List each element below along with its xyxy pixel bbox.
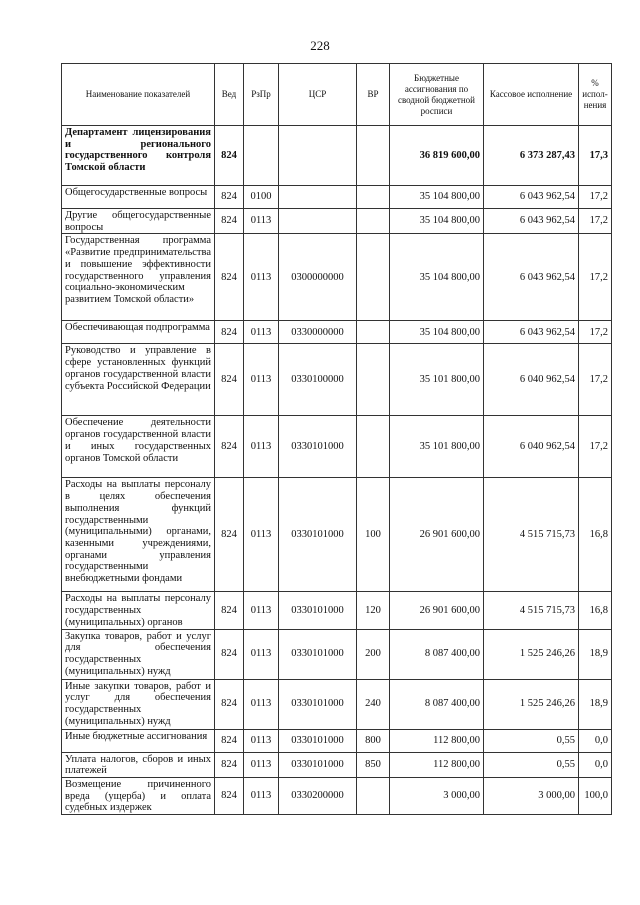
cell-assigned: 35 101 800,00 — [390, 344, 484, 416]
cell-cash: 6 043 962,54 — [484, 186, 579, 209]
cell-name: Расходы на выплаты персоналу в целях обеспечения выполнения функций государственными (муниципальными) органами, казенными учреждениями, органами управления государственными внебюджетными фондами — [62, 478, 215, 592]
cell-cash: 6 373 287,43 — [484, 126, 579, 186]
cell-cash: 0,55 — [484, 729, 579, 752]
cell-name: Департамент лицензирования и регионального государственного контроля Томской области — [62, 126, 215, 186]
cell-pct: 17,2 — [579, 186, 612, 209]
cell-name: Государственная программа «Развитие предпринимательства и повышение эффективности государственного управления социально-экономическим развитием Томской области» — [62, 234, 215, 321]
table-row — [62, 321, 612, 344]
cell-csr: 0330101000 — [279, 629, 357, 679]
cell-name: Общегосударственные вопросы — [62, 186, 215, 209]
cell-csr — [279, 126, 357, 186]
cell-assigned: 112 800,00 — [390, 729, 484, 752]
cell-cash: 6 040 962,54 — [484, 344, 579, 416]
budget-table — [61, 63, 612, 815]
cell-pct: 100,0 — [579, 777, 612, 814]
cell-vr — [357, 777, 390, 814]
cell-cash: 1 525 246,26 — [484, 629, 579, 679]
cell-rzpr: 0113 — [244, 777, 279, 814]
table-row — [62, 752, 612, 777]
cell-name: Возмещение причиненного вреда (ущерба) и оплата судебных издержек — [62, 777, 215, 814]
cell-ved: 824 — [215, 592, 244, 629]
cell-rzpr: 0113 — [244, 592, 279, 629]
table-row — [62, 209, 612, 234]
page-number: 228 — [310, 38, 330, 53]
cell-csr — [279, 209, 357, 234]
header-csr: ЦСР — [279, 64, 357, 126]
cell-ved: 824 — [215, 186, 244, 209]
cell-rzpr: 0113 — [244, 752, 279, 777]
cell-cash: 1 525 246,26 — [484, 679, 579, 729]
cell-csr: 0330000000 — [279, 321, 357, 344]
cell-pct: 0,0 — [579, 729, 612, 752]
cell-rzpr: 0113 — [244, 729, 279, 752]
cell-cash: 6 040 962,54 — [484, 416, 579, 478]
cell-csr: 0330101000 — [279, 729, 357, 752]
cell-name: Обеспечение деятельности органов государственной власти и иных государственных органов Томской области — [62, 416, 215, 478]
cell-pct: 17,2 — [579, 234, 612, 321]
cell-assigned: 35 104 800,00 — [390, 321, 484, 344]
cell-vr: 120 — [357, 592, 390, 629]
table-row — [62, 679, 612, 729]
header-pct: % испол-нения — [579, 64, 612, 126]
header-rzpr: РзПр — [244, 64, 279, 126]
cell-csr: 0330101000 — [279, 478, 357, 592]
cell-rzpr: 0113 — [244, 478, 279, 592]
header-row — [62, 64, 612, 126]
cell-name: Другие общегосударственные вопросы — [62, 209, 215, 234]
cell-vr — [357, 321, 390, 344]
cell-rzpr: 0113 — [244, 416, 279, 478]
cell-assigned: 35 104 800,00 — [390, 234, 484, 321]
cell-assigned: 36 819 600,00 — [390, 126, 484, 186]
cell-vr — [357, 209, 390, 234]
cell-cash: 3 000,00 — [484, 777, 579, 814]
cell-pct: 0,0 — [579, 752, 612, 777]
cell-name: Закупка товаров, работ и услуг для обеспечения государственных (муниципальных) нужд — [62, 629, 215, 679]
cell-pct: 17,2 — [579, 209, 612, 234]
cell-pct: 18,9 — [579, 629, 612, 679]
table-row — [62, 777, 612, 814]
cell-ved: 824 — [215, 478, 244, 592]
table-row — [62, 629, 612, 679]
cell-assigned: 8 087 400,00 — [390, 679, 484, 729]
cell-csr — [279, 186, 357, 209]
cell-name: Расходы на выплаты персоналу государственных (муниципальных) органов — [62, 592, 215, 629]
cell-ved: 824 — [215, 752, 244, 777]
cell-ved: 824 — [215, 344, 244, 416]
cell-vr: 850 — [357, 752, 390, 777]
cell-cash: 6 043 962,54 — [484, 321, 579, 344]
cell-csr: 0330101000 — [279, 416, 357, 478]
cell-name: Иные закупки товаров, работ и услуг для обеспечения государственных (муниципальных) нужд — [62, 679, 215, 729]
cell-vr: 800 — [357, 729, 390, 752]
cell-assigned: 26 901 600,00 — [390, 592, 484, 629]
cell-csr: 0300000000 — [279, 234, 357, 321]
cell-csr: 0330200000 — [279, 777, 357, 814]
table-row — [62, 234, 612, 321]
cell-pct: 17,2 — [579, 344, 612, 416]
cell-rzpr — [244, 126, 279, 186]
table-row — [62, 416, 612, 478]
cell-pct: 17,2 — [579, 321, 612, 344]
header-cash: Кассовое исполнение — [484, 64, 579, 126]
cell-ved: 824 — [215, 729, 244, 752]
cell-ved: 824 — [215, 209, 244, 234]
cell-pct: 18,9 — [579, 679, 612, 729]
cell-ved: 824 — [215, 777, 244, 814]
cell-ved: 824 — [215, 416, 244, 478]
table-row — [62, 344, 612, 416]
header-ved: Вед — [215, 64, 244, 126]
cell-rzpr: 0113 — [244, 629, 279, 679]
cell-rzpr: 0100 — [244, 186, 279, 209]
cell-vr — [357, 416, 390, 478]
header-vr: ВР — [357, 64, 390, 126]
cell-ved: 824 — [215, 126, 244, 186]
cell-csr: 0330101000 — [279, 752, 357, 777]
table-body — [62, 126, 612, 815]
cell-cash: 6 043 962,54 — [484, 234, 579, 321]
cell-assigned: 8 087 400,00 — [390, 629, 484, 679]
cell-assigned: 35 101 800,00 — [390, 416, 484, 478]
cell-vr — [357, 186, 390, 209]
cell-name: Уплата налогов, сборов и иных платежей — [62, 752, 215, 777]
cell-vr: 200 — [357, 629, 390, 679]
cell-name: Руководство и управление в сфере установленных функций органов государственной власти субъекта Российской Федерации — [62, 344, 215, 416]
cell-cash: 6 043 962,54 — [484, 209, 579, 234]
cell-ved: 824 — [215, 321, 244, 344]
cell-pct: 16,8 — [579, 478, 612, 592]
cell-vr — [357, 234, 390, 321]
cell-cash: 0,55 — [484, 752, 579, 777]
table-row — [62, 729, 612, 752]
table-row — [62, 186, 612, 209]
header-assigned: Бюджетные ассигнования по сводной бюджетной росписи — [390, 64, 484, 126]
cell-csr: 0330100000 — [279, 344, 357, 416]
cell-csr: 0330101000 — [279, 592, 357, 629]
cell-name: Обеспечивающая подпрограмма — [62, 321, 215, 344]
cell-vr: 240 — [357, 679, 390, 729]
cell-vr — [357, 344, 390, 416]
cell-rzpr: 0113 — [244, 234, 279, 321]
header-name: Наименование показателей — [62, 64, 215, 126]
cell-cash: 4 515 715,73 — [484, 592, 579, 629]
cell-pct: 16,8 — [579, 592, 612, 629]
cell-assigned: 112 800,00 — [390, 752, 484, 777]
cell-ved: 824 — [215, 234, 244, 321]
cell-csr: 0330101000 — [279, 679, 357, 729]
cell-ved: 824 — [215, 679, 244, 729]
cell-assigned: 35 104 800,00 — [390, 209, 484, 234]
cell-rzpr: 0113 — [244, 344, 279, 416]
cell-rzpr: 0113 — [244, 679, 279, 729]
cell-pct: 17,3 — [579, 126, 612, 186]
table-row — [62, 126, 612, 186]
cell-assigned: 26 901 600,00 — [390, 478, 484, 592]
cell-vr: 100 — [357, 478, 390, 592]
cell-ved: 824 — [215, 629, 244, 679]
table-row — [62, 478, 612, 592]
cell-rzpr: 0113 — [244, 209, 279, 234]
table-row — [62, 592, 612, 629]
cell-name: Иные бюджетные ассигнования — [62, 729, 215, 752]
cell-assigned: 3 000,00 — [390, 777, 484, 814]
cell-rzpr: 0113 — [244, 321, 279, 344]
cell-vr — [357, 126, 390, 186]
cell-cash: 4 515 715,73 — [484, 478, 579, 592]
cell-pct: 17,2 — [579, 416, 612, 478]
cell-assigned: 35 104 800,00 — [390, 186, 484, 209]
